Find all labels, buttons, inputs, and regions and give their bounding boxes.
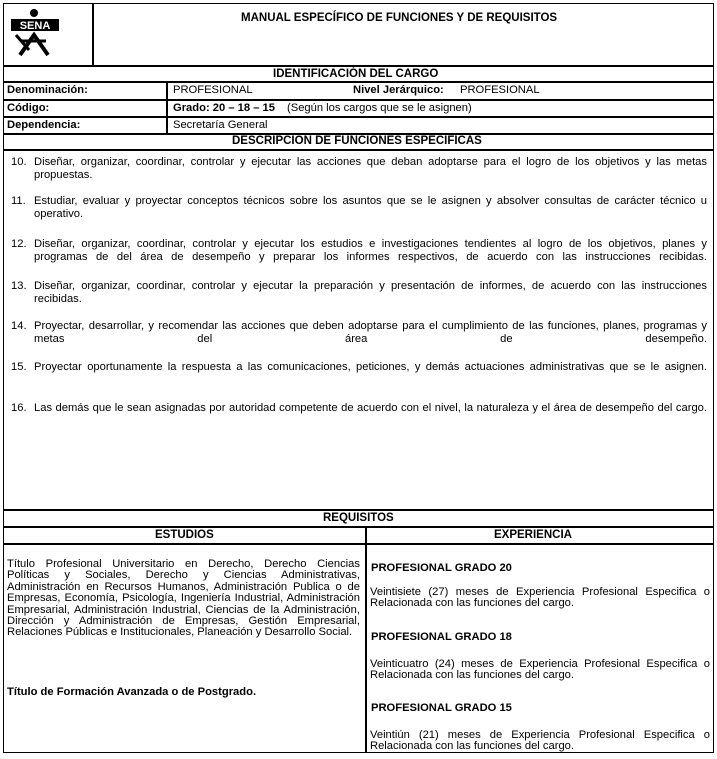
funcion-text: Proyectar, desarrollar, y recomendar las acciones que deben adoptarse para el cumplimiento de las funciones, planes, programas y metas del área de desempeño.: [34, 320, 707, 345]
denominacion-label: Denominación:: [7, 84, 88, 96]
funcion-number: 11.: [11, 195, 26, 207]
experiencia-grado: PROFESIONAL GRADO 15: [371, 702, 512, 714]
column-divider: [365, 526, 367, 753]
nivel-value: PROFESIONAL: [460, 84, 540, 96]
rule: [3, 149, 714, 151]
denominacion-value: PROFESIONAL: [173, 84, 253, 96]
experiencia-text: Veintisiete (27) meses de Experiencia Profesional Especifica o Relacionada con las funciones del cargo.: [370, 586, 710, 610]
experiencia-text: Veintiún (21) meses de Experiencia Profesional Especifica o Relacionada con las funciones del cargo.: [370, 729, 710, 753]
funcion-text: Estudiar, evaluar y proyectar conceptos técnicos sobre los asuntos que se le asignen y absolver consultas de carácter técnico u operativo.: [34, 195, 707, 220]
experiencia-heading: EXPERIENCIA: [494, 529, 572, 541]
sena-logo-icon: [7, 8, 65, 58]
rule: [3, 65, 714, 67]
rule: [3, 99, 714, 101]
experiencia-grado: PROFESIONAL GRADO 20: [371, 562, 512, 574]
funcion-number: 10.: [11, 156, 27, 168]
funciones-heading: DESCRIPCIÓN DE FUNCIONES ESPECÍFICAS: [232, 135, 482, 147]
rule: [3, 526, 714, 528]
experiencia-text: Veinticuatro (24) meses de Experiencia Profesional Especifica o Relacionada con las funciones del cargo.: [370, 658, 710, 682]
rule: [3, 509, 714, 511]
identificacion-heading: IDENTIFICACIÓN DEL CARGO: [273, 68, 439, 80]
sena-logo: [7, 8, 65, 58]
funcion-number: 16.: [11, 402, 27, 414]
funcion-number: 13.: [11, 280, 27, 292]
grado-note: (Según los cargos que se le asignen): [287, 102, 472, 114]
rule: [3, 543, 714, 545]
header-divider: [92, 3, 94, 65]
logo-text: SENA: [19, 20, 51, 32]
funcion-text: Diseñar, organizar, coordinar, controlar y ejecutar las acciones que deban adoptarse para el logro de los objetivos y las metas propuestas.: [34, 156, 707, 181]
nivel-label: Nivel Jerárquico:: [353, 84, 444, 96]
estudios-postgrado: Título de Formación Avanzada o de Postgrado.: [7, 686, 257, 698]
funcion-number: 15.: [11, 361, 27, 373]
funcion-text: Diseñar, organizar, coordinar, controlar y ejecutar los estudios e investigaciones tendientes al logro de los objetivos, planes y programas de del área de desempeño y preparar los informes respectivos, de acuerdo con las instrucciones recibidas.: [34, 238, 707, 263]
document-page: [3, 3, 714, 753]
rule: [3, 116, 714, 118]
funcion-text: Proyectar oportunamente la respuesta a las comunicaciones, peticiones, y demás actuaciones administrativas que se le asignen.: [34, 361, 707, 373]
codigo-label: Código:: [7, 102, 50, 114]
requisitos-heading: REQUISITOS: [323, 512, 394, 524]
experiencia-grado: PROFESIONAL GRADO 18: [371, 631, 512, 643]
funcion-text: Diseñar, organizar, coordinar, controlar y ejecutar la preparación y presentación de informes, de acuerdo con las instrucciones recibidas.: [34, 280, 707, 305]
rule: [3, 81, 714, 83]
dependencia-value: Secretaría General: [173, 119, 268, 131]
funcion-number: 12.: [11, 238, 27, 250]
grado-label: Grado: 20 – 18 – 15: [173, 102, 275, 114]
funcion-number: 14.: [11, 320, 27, 332]
document-title: MANUAL ESPECÍFICO DE FUNCIONES Y DE REQUISITOS: [241, 12, 558, 24]
estudios-text: Título Profesional Universitario en Derecho, Derecho Ciencias Políticas y Sociales, Derecho y Ciencias Administrativas, Administración en Recursos Humanos, Administración Publica o de Empresas, Economía, Psicología, Ingeniería Industrial, Administración Empresarial, Administración Industrial, Ciencias de la Administración, Dirección y Administración de Empresas, Gestión Empresarial, Relaciones Públicas e Institucionales, Planeación y Desarrollo Social.: [7, 558, 360, 639]
funcion-text: Las demás que le sean asignadas por autoridad competente de acuerdo con el nivel, la naturaleza y el área de desempeño del cargo.: [34, 402, 707, 414]
dependencia-label: Dependencia:: [7, 119, 81, 131]
estudios-heading: ESTUDIOS: [155, 529, 214, 541]
label-divider: [166, 81, 168, 133]
